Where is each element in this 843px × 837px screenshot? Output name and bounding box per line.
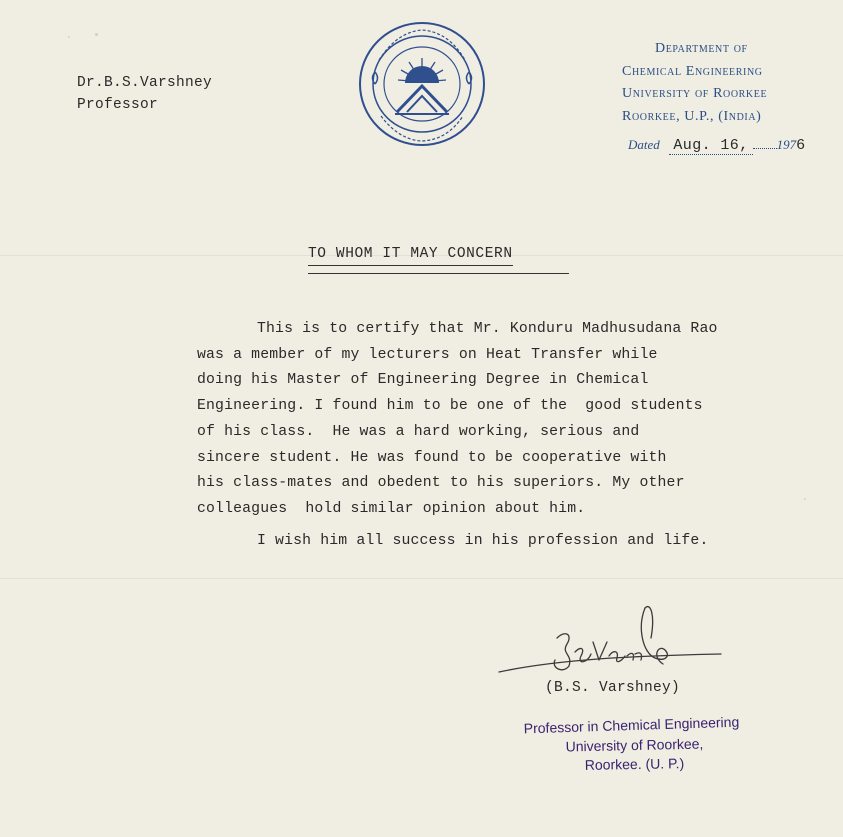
sender-block [77, 72, 212, 116]
university-name: University of Roorkee [622, 86, 768, 101]
paper-spot [68, 36, 70, 38]
body-line: sincere student. He was found to be cooperative with [197, 449, 667, 466]
date-year-prefix: 197 [776, 137, 797, 152]
date-line [628, 136, 806, 155]
department-line: Department of [655, 41, 748, 56]
date-year-suffix: 6 [796, 137, 806, 154]
designation-stamp [504, 713, 759, 775]
subject-double-underline [308, 273, 569, 274]
letter-subject: TO WHOM IT MAY CONCERN [308, 246, 513, 266]
university-address: Roorkee, U.P., (India) [622, 108, 762, 124]
date-value: Aug. 16, [669, 137, 752, 155]
body-line: doing his Master of Engineering Degree in Chemical [197, 372, 649, 389]
stamp-university: University of Roorkee, [565, 735, 704, 754]
body-line: his class-mates and obedent to his superiors. My other [197, 475, 685, 492]
body-line: Engineering. I found him to be one of the good students [197, 398, 703, 415]
paper-spot [804, 498, 806, 500]
stamp-location: Roorkee. (U. P.) [584, 755, 685, 773]
department-letterhead [622, 38, 767, 128]
letter-body [197, 317, 718, 523]
handwritten-signature [495, 598, 725, 683]
paper-spot [95, 33, 98, 36]
body-line: of his class. He was a hard working, serious and [197, 423, 640, 440]
paper-fold-line [0, 578, 843, 579]
department-name: Chemical Engineering [622, 63, 763, 79]
body-line: was a member of my lecturers on Heat Transfer while [197, 346, 658, 363]
stamp-designation: Professor in Chemical Engineering [523, 713, 740, 737]
sender-name: Dr.B.S.Varshney [77, 75, 213, 91]
sender-title: Professor [77, 97, 159, 113]
date-label: Dated [628, 137, 660, 152]
body-line: This is to certify that Mr. Konduru Madhusudana Rao [257, 321, 718, 337]
university-seal-emblem [357, 20, 487, 148]
body-line: colleagues hold similar opinion about him. [197, 500, 586, 517]
closing-line: I wish him all success in his profession and life. [257, 533, 709, 549]
signatory-name: (B.S. Varshney) [545, 680, 681, 696]
